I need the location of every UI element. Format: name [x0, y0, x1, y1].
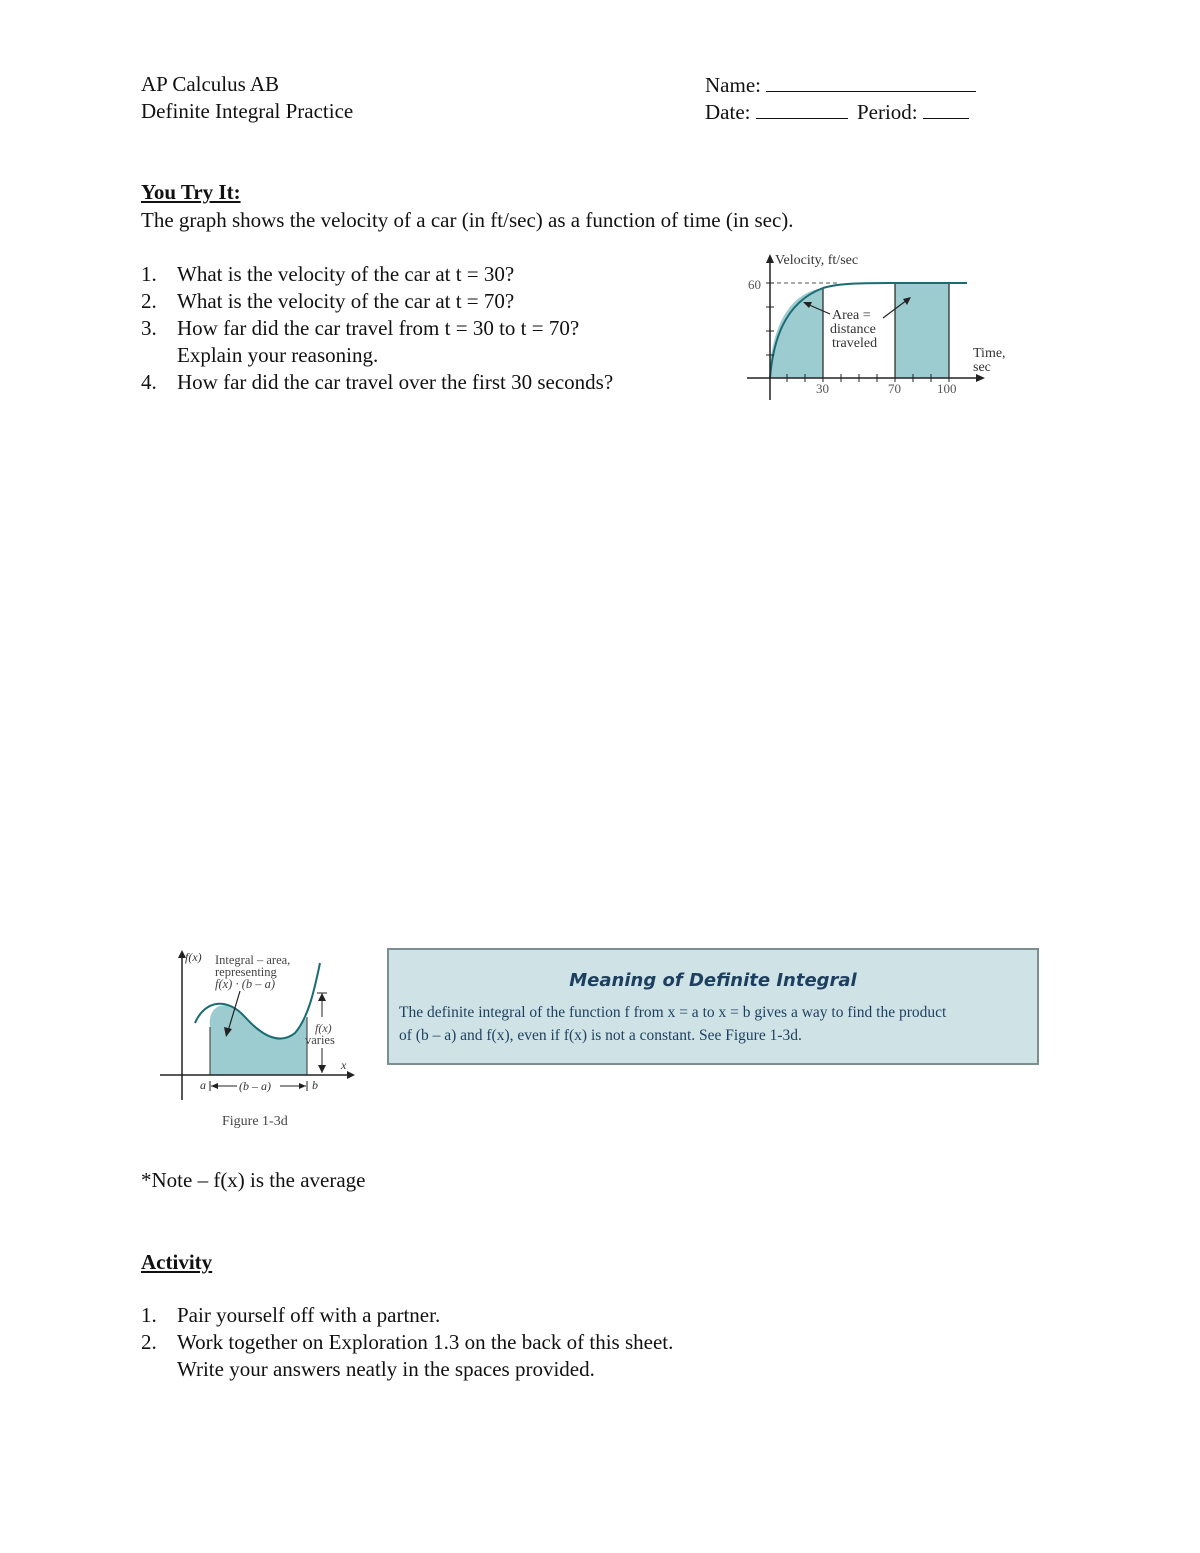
- x-axis-label: Time,: [973, 346, 1006, 361]
- x-tick-label: 70: [888, 381, 901, 396]
- area-annotation: traveled: [832, 336, 878, 351]
- x-tick-label: 30: [816, 381, 829, 396]
- question-list: [141, 261, 613, 396]
- area-0-30: [770, 288, 823, 378]
- question-item-continued: Explain your reasoning.: [177, 343, 379, 367]
- period-label: Period:: [856, 100, 918, 124]
- y-tick-label: 60: [748, 277, 761, 292]
- fig-annotation: f(x) · (b – a): [215, 977, 276, 991]
- name-row: [705, 71, 976, 99]
- activity-item-continued: Write your answers neatly in the spaces provided.: [177, 1357, 595, 1381]
- figure-caption: Figure 1-3d: [222, 1114, 288, 1129]
- activity-item: 2. Work together on Exploration 1.3 on the back of this sheet.: [141, 1330, 674, 1354]
- date-field[interactable]: [756, 98, 848, 119]
- fig-interval-label: (b – a): [239, 1079, 271, 1093]
- activity-item: 1. Pair yourself off with a partner.: [141, 1303, 441, 1327]
- date-period-row: [705, 98, 969, 126]
- area-annotation: Area =: [832, 308, 871, 323]
- definition-body: [399, 1001, 1037, 1047]
- x-tick-label: 100: [937, 381, 957, 396]
- y-axis-label: Velocity, ft/sec: [775, 253, 859, 268]
- name-field[interactable]: [766, 71, 976, 92]
- fig-side-label: f(x): [315, 1021, 332, 1035]
- fig-annotation: representing: [215, 965, 277, 979]
- you-try-it-intro: The graph shows the velocity of a car (in ft/sec) as a function of time (in sec).: [141, 208, 794, 232]
- fig-b-label: b: [312, 1078, 318, 1092]
- question-item: 3. How far did the car travel from t = 30 to t = 70?: [141, 316, 580, 340]
- question-item: 2. What is the velocity of the car at t = 70?: [141, 289, 515, 313]
- fig-x-label: x: [341, 1058, 347, 1072]
- worksheet-title: Definite Integral Practice: [141, 99, 354, 123]
- area-70-100: [895, 283, 949, 378]
- area-annotation: distance: [830, 322, 876, 337]
- activity-heading: Activity: [141, 1250, 213, 1274]
- question-item: 4. How far did the car travel over the first 30 seconds?: [141, 370, 614, 394]
- x-axis-label-unit: sec: [973, 360, 991, 375]
- name-label: Name:: [705, 73, 761, 97]
- date-label: Date:: [705, 100, 751, 124]
- velocity-graph: [735, 248, 1025, 408]
- question-item: 1. What is the velocity of the car at t = 30?: [141, 262, 515, 286]
- average-note: *Note – f(x) is the average: [141, 1168, 366, 1192]
- fig-y-label: f(x): [185, 950, 202, 964]
- integral-area: [210, 1005, 307, 1075]
- fig-a-label: a: [200, 1078, 206, 1092]
- fig-annotation: Integral – area,: [215, 953, 291, 967]
- fig-side-label: varies: [305, 1033, 335, 1047]
- figure-1-3d: [155, 945, 365, 1135]
- definition-line: of (b – a) and f(x), even if f(x) is not a constant. See Figure 1-3d.: [399, 1027, 802, 1044]
- definition-title: Meaning of Definite Integral: [569, 970, 857, 991]
- period-field[interactable]: [923, 98, 969, 119]
- activity-list: [141, 1302, 673, 1383]
- definition-line: The definite integral of the function f from x = a to x = b gives a way to find the product: [399, 1004, 947, 1021]
- course-name: AP Calculus AB: [141, 72, 280, 96]
- you-try-it-heading: You Try It:: [141, 180, 241, 204]
- definition-box: [387, 948, 1039, 1065]
